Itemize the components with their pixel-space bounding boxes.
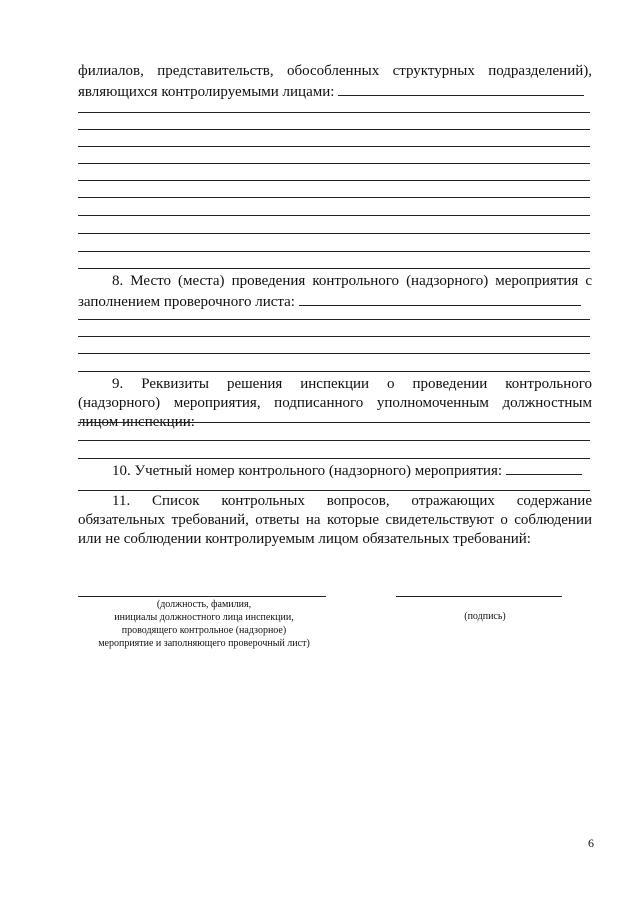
fill-line[interactable] [78, 197, 590, 198]
fill-line[interactable] [78, 163, 590, 164]
section-7-line-2: являющихся контролируемыми лицами: [78, 84, 335, 100]
fill-line[interactable] [78, 440, 590, 441]
left-caption-line-1: (должность, фамилия, [156, 599, 252, 610]
section-8-text: 8. Место (места) проведения контрольного (надзорного) мероприятия с заполнением проверочного листа: [78, 273, 592, 310]
section-7-fill-line[interactable] [338, 81, 584, 96]
fill-line[interactable] [78, 336, 590, 337]
left-caption-line-3: проводящего контрольное (надзорное) [121, 625, 287, 636]
fill-line[interactable] [78, 233, 590, 234]
signature-line[interactable] [396, 596, 562, 597]
section-11-text: 11. Список контрольных вопросов, отражающих содержание обязательных требований, ответы на которые свидетельствуют о соблюдении или не соблюдении контролируемым лицом обязательных требований: [78, 493, 592, 547]
fill-line[interactable] [78, 422, 590, 423]
fill-line[interactable] [78, 490, 590, 491]
right-signature-caption: (подпись) [464, 611, 506, 622]
fill-line[interactable] [78, 251, 590, 252]
fill-line[interactable] [78, 112, 590, 113]
page-number: 6 [588, 836, 594, 850]
left-caption-line-4: мероприятие и заполняющего проверочный лист) [98, 638, 310, 649]
fill-line[interactable] [78, 458, 590, 459]
section-7-line-1: филиалов, представительств, обособленных структурных подразделений), [78, 63, 592, 79]
section-10 [78, 460, 592, 481]
fill-line[interactable] [78, 146, 590, 147]
fill-line[interactable] [78, 319, 590, 320]
section-10-fill-line[interactable] [506, 460, 582, 475]
fill-line[interactable] [78, 180, 590, 181]
section-8 [78, 272, 592, 312]
left-signature-caption [56, 598, 352, 650]
section-9 [78, 375, 592, 432]
left-caption-line-2: инициалы должностного лица инспекции, [114, 612, 294, 623]
section-9-text: 9. Реквизиты решения инспекции о проведении контрольного (надзорного) мероприятия, подписанного уполномоченным должностным лицом инспекции: [78, 376, 592, 430]
fill-line[interactable] [78, 371, 590, 372]
fill-line[interactable] [78, 215, 590, 216]
section-10-text: 10. Учетный номер контрольного (надзорного) мероприятия: [112, 463, 503, 479]
section-8-fill-line[interactable] [299, 291, 581, 306]
section-7-continuation [78, 62, 592, 102]
fill-line[interactable] [78, 129, 590, 130]
fill-line[interactable] [78, 353, 590, 354]
position-name-signature-line[interactable] [78, 596, 326, 597]
section-11 [78, 492, 592, 549]
fill-line[interactable] [78, 268, 590, 269]
